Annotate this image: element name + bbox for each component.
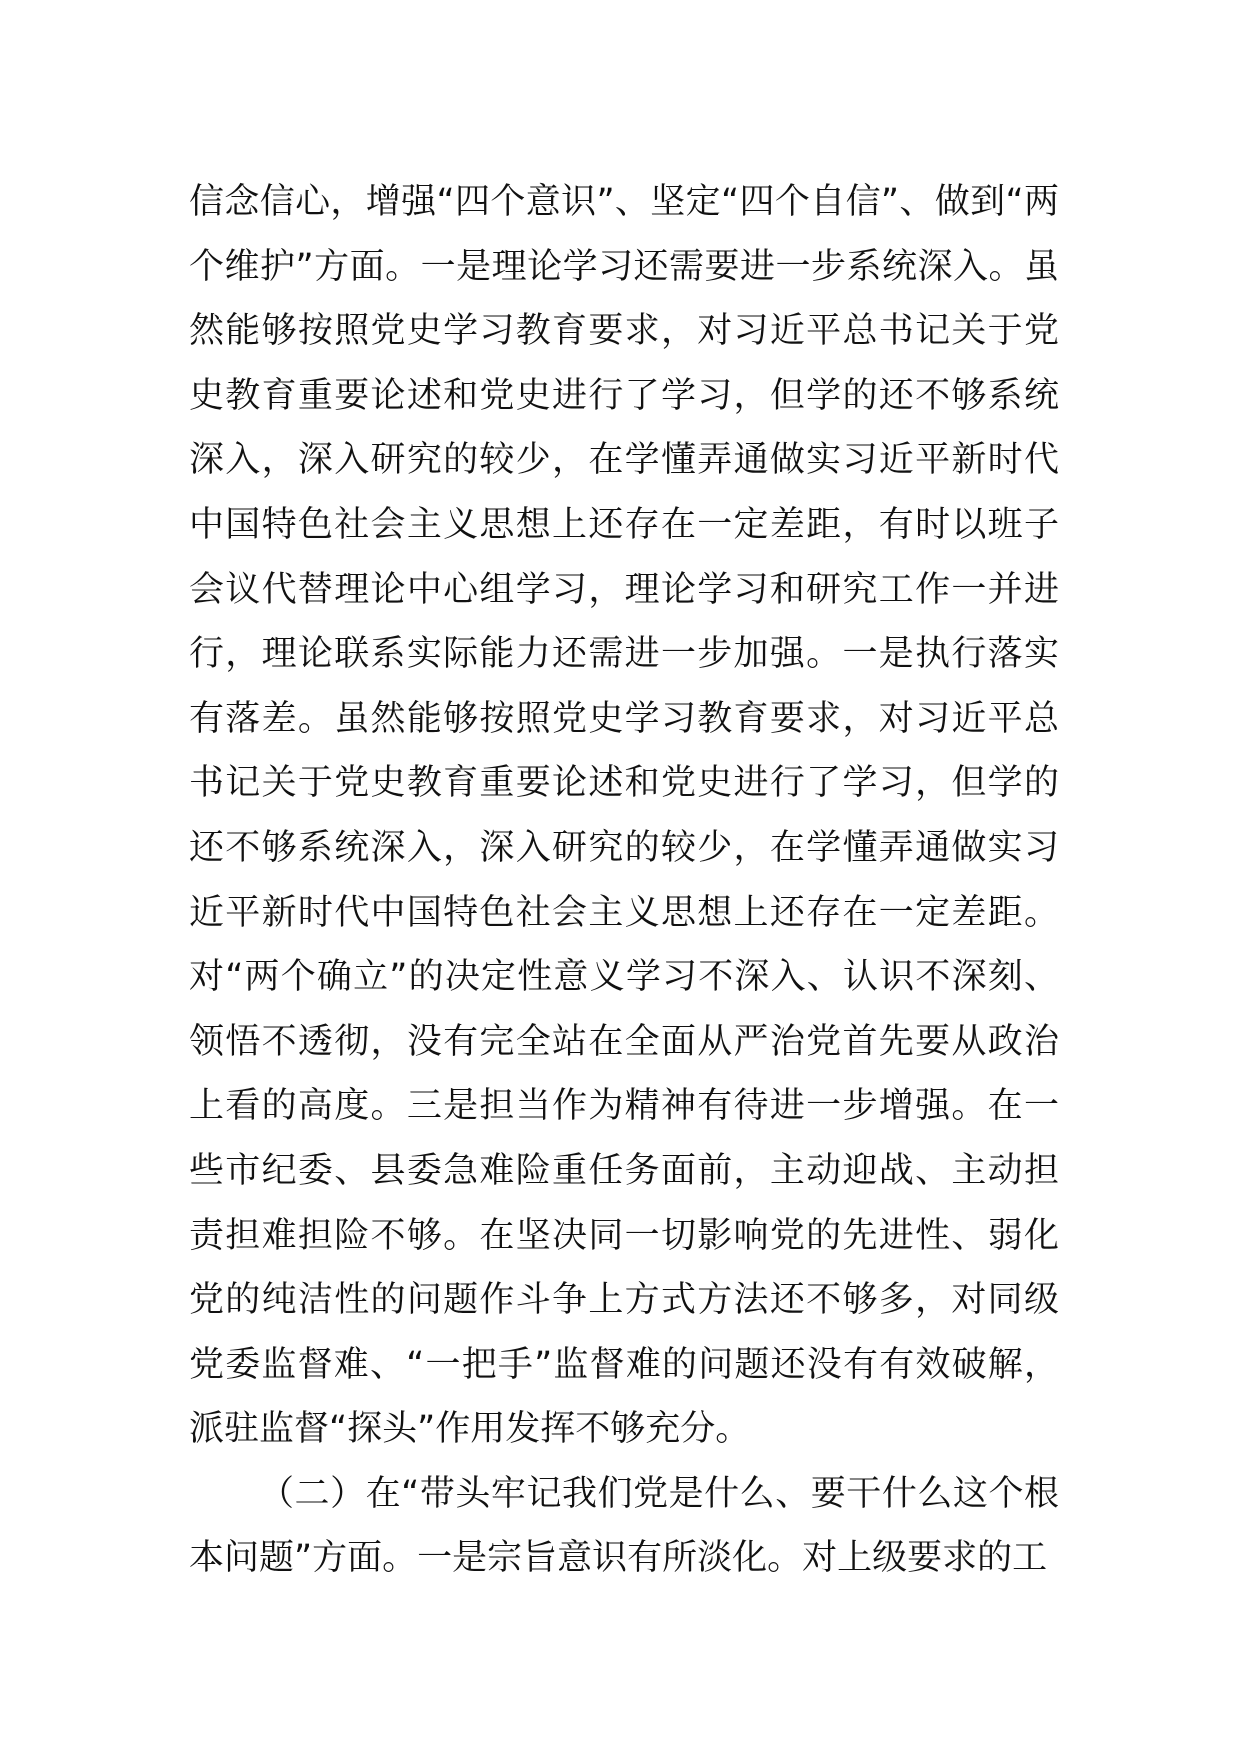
paragraph-section-two: （二）在“带头牢记我们党是什么、要干什么这个根本问题”方面。一是宗旨意识有所淡化。对上级要求的工: [189, 1473, 1059, 1579]
document-body: [189, 170, 1059, 1591]
paragraph-continuation: 信念信心，增强“四个意识”、坚定“四个自信”、做到“两个维护”方面。一是理论学习还需要进一步系统深入。虽然能够按照党史学习教育要求，对习近平总书记关于党史教育重要论述和党史进行了学习，但学的还不够系统深入，深入研究的较少，在学懂弄通做实习近平新时代中国特色社会主义思想上还存在一定差距，有时以班子会议代替理论中心组学习，理论学习和研究工作一并进行，理论联系实际能力还需进一步加强。一是执行落实有落差。虽然能够按照党史学习教育要求，对习近平总书记关于党史教育重要论述和党史进行了学习，但学的还不够系统深入，深入研究的较少，在学懂弄通做实习近平新时代中国特色社会主义思想上还存在一定差距。对“两个确立”的决定性意义学习不深入、认识不深刻、领悟不透彻，没有完全站在全面从严治党首先要从政治上看的高度。三是担当作为精神有待进一步增强。在一些市纪委、县委急难险重任务面前，主动迎战、主动担责担难担险不够。在坚决同一切影响党的先进性、弱化党的纯洁性的问题作斗争上方式方法还不够多，对同级党委监督难、“一把手”监督难的问题还没有有效破解，派驻监督“探头”作用发挥不够充分。: [189, 182, 1059, 1450]
